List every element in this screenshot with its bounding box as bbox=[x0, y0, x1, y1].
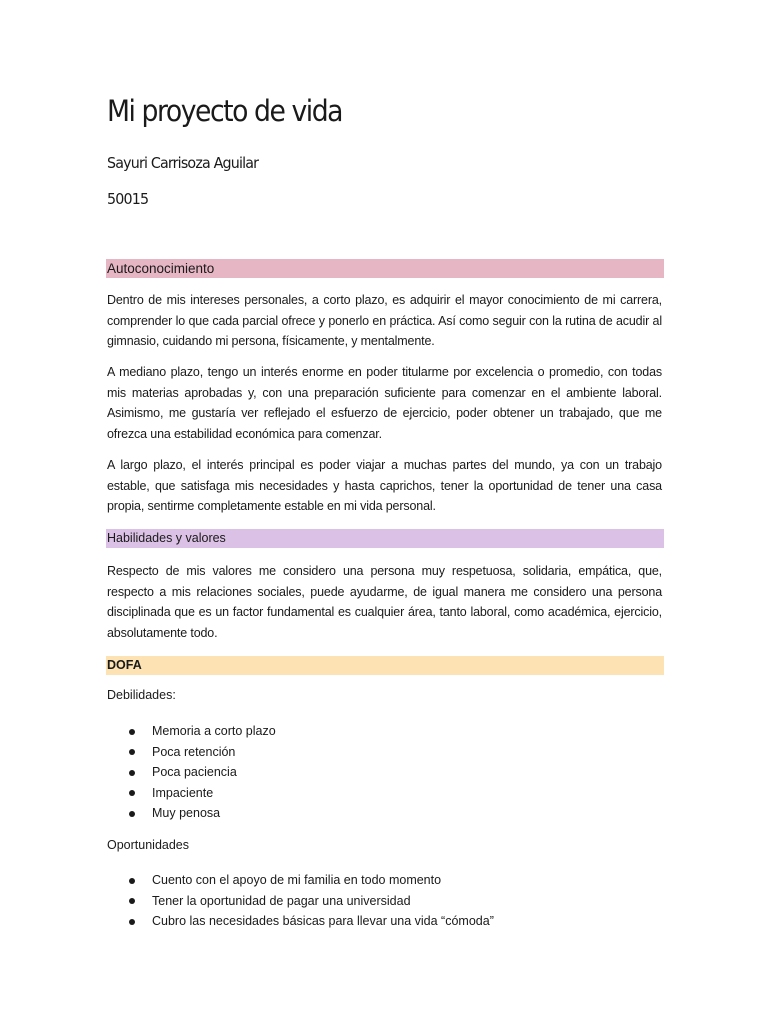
list-item bbox=[107, 783, 276, 804]
section-heading-habilidades: Habilidades y valores bbox=[106, 529, 664, 548]
list-item bbox=[107, 762, 276, 783]
section-heading-dofa: DOFA bbox=[106, 656, 664, 675]
list-item-text: Cuento con el apoyo de mi familia en todo momento bbox=[152, 873, 442, 887]
list-item bbox=[107, 911, 494, 932]
bullet-icon bbox=[129, 811, 135, 817]
list-item bbox=[107, 742, 276, 763]
list-item-text: Memoria a corto plazo bbox=[152, 724, 276, 738]
list-item-text: Poca paciencia bbox=[152, 765, 237, 780]
list-item-text: Cubro las necesidades básicas para llevar una vida “cómoda” bbox=[152, 914, 494, 929]
student-code: 50015 bbox=[107, 190, 149, 208]
bullet-icon bbox=[129, 729, 135, 735]
list-item bbox=[107, 721, 276, 742]
paragraph-valores: Respecto de mis valores me considero una persona muy respetuosa, solidaria, empática, que, respecto a mis relaciones sociales, puede ayudarme, de igual manera me considero una persona disciplinada que es un factor fundamental es cualquier área, tanto laboral, como académica, ejercicio, absolutamente todo. bbox=[107, 564, 662, 640]
list-item-text: Tener la oportunidad de pagar una universidad bbox=[152, 893, 411, 908]
list-item-text: Poca retención bbox=[152, 744, 236, 759]
paragraph-largo-plazo: A largo plazo, el interés principal es poder viajar a muchas partes del mundo, ya con un trabajo estable, que satisfaga mis necesidades y hasta caprichos, tener la oportunidad de tener una casa propia, sentirme completamente estable en mi vida personal. bbox=[107, 458, 662, 513]
debilidades-label: Debilidades: bbox=[107, 688, 176, 702]
oportunidades-label: Oportunidades bbox=[107, 838, 190, 852]
list-item bbox=[107, 891, 494, 912]
bullet-icon bbox=[129, 919, 135, 925]
document-title: Mi proyecto de vida bbox=[107, 94, 343, 128]
paragraph-corto-plazo: Dentro de mis intereses personales, a corto plazo, es adquirir el mayor conocimiento de mi carrera, comprender lo que cada parcial ofrece y ponerlo en práctica. Así como seguir con la rutina de acudir al gimnasio, cuidando mi persona, físicamente, y mentalmente. bbox=[107, 293, 662, 348]
bullet-icon bbox=[129, 770, 135, 776]
bullet-icon bbox=[129, 749, 135, 755]
bullet-icon bbox=[129, 790, 135, 796]
bullet-icon bbox=[129, 898, 135, 904]
paragraph-mediano-plazo: A mediano plazo, tengo un interés enorme en poder titularme por excelencia o promedio, con todas mis materias aprobadas y, con una preparación suficiente para comenzar en el ambiente laboral. Asimismo, me gustaría ver reflejado el esfuerzo de ejercicio, poder obtener un trabajado, que me ofrezca una estabilidad económica para comenzar. bbox=[107, 365, 662, 441]
author-name: Sayuri Carrisoza Aguilar bbox=[107, 154, 259, 172]
bullet-icon bbox=[129, 878, 135, 884]
list-item-text: Muy penosa bbox=[152, 806, 221, 821]
list-item bbox=[107, 803, 276, 824]
section-heading-autoconocimiento: Autoconocimiento bbox=[106, 259, 664, 278]
oportunidades-list bbox=[107, 870, 494, 932]
debilidades-list bbox=[107, 721, 276, 824]
list-item bbox=[107, 870, 494, 891]
list-item-text: Impaciente bbox=[152, 785, 214, 800]
